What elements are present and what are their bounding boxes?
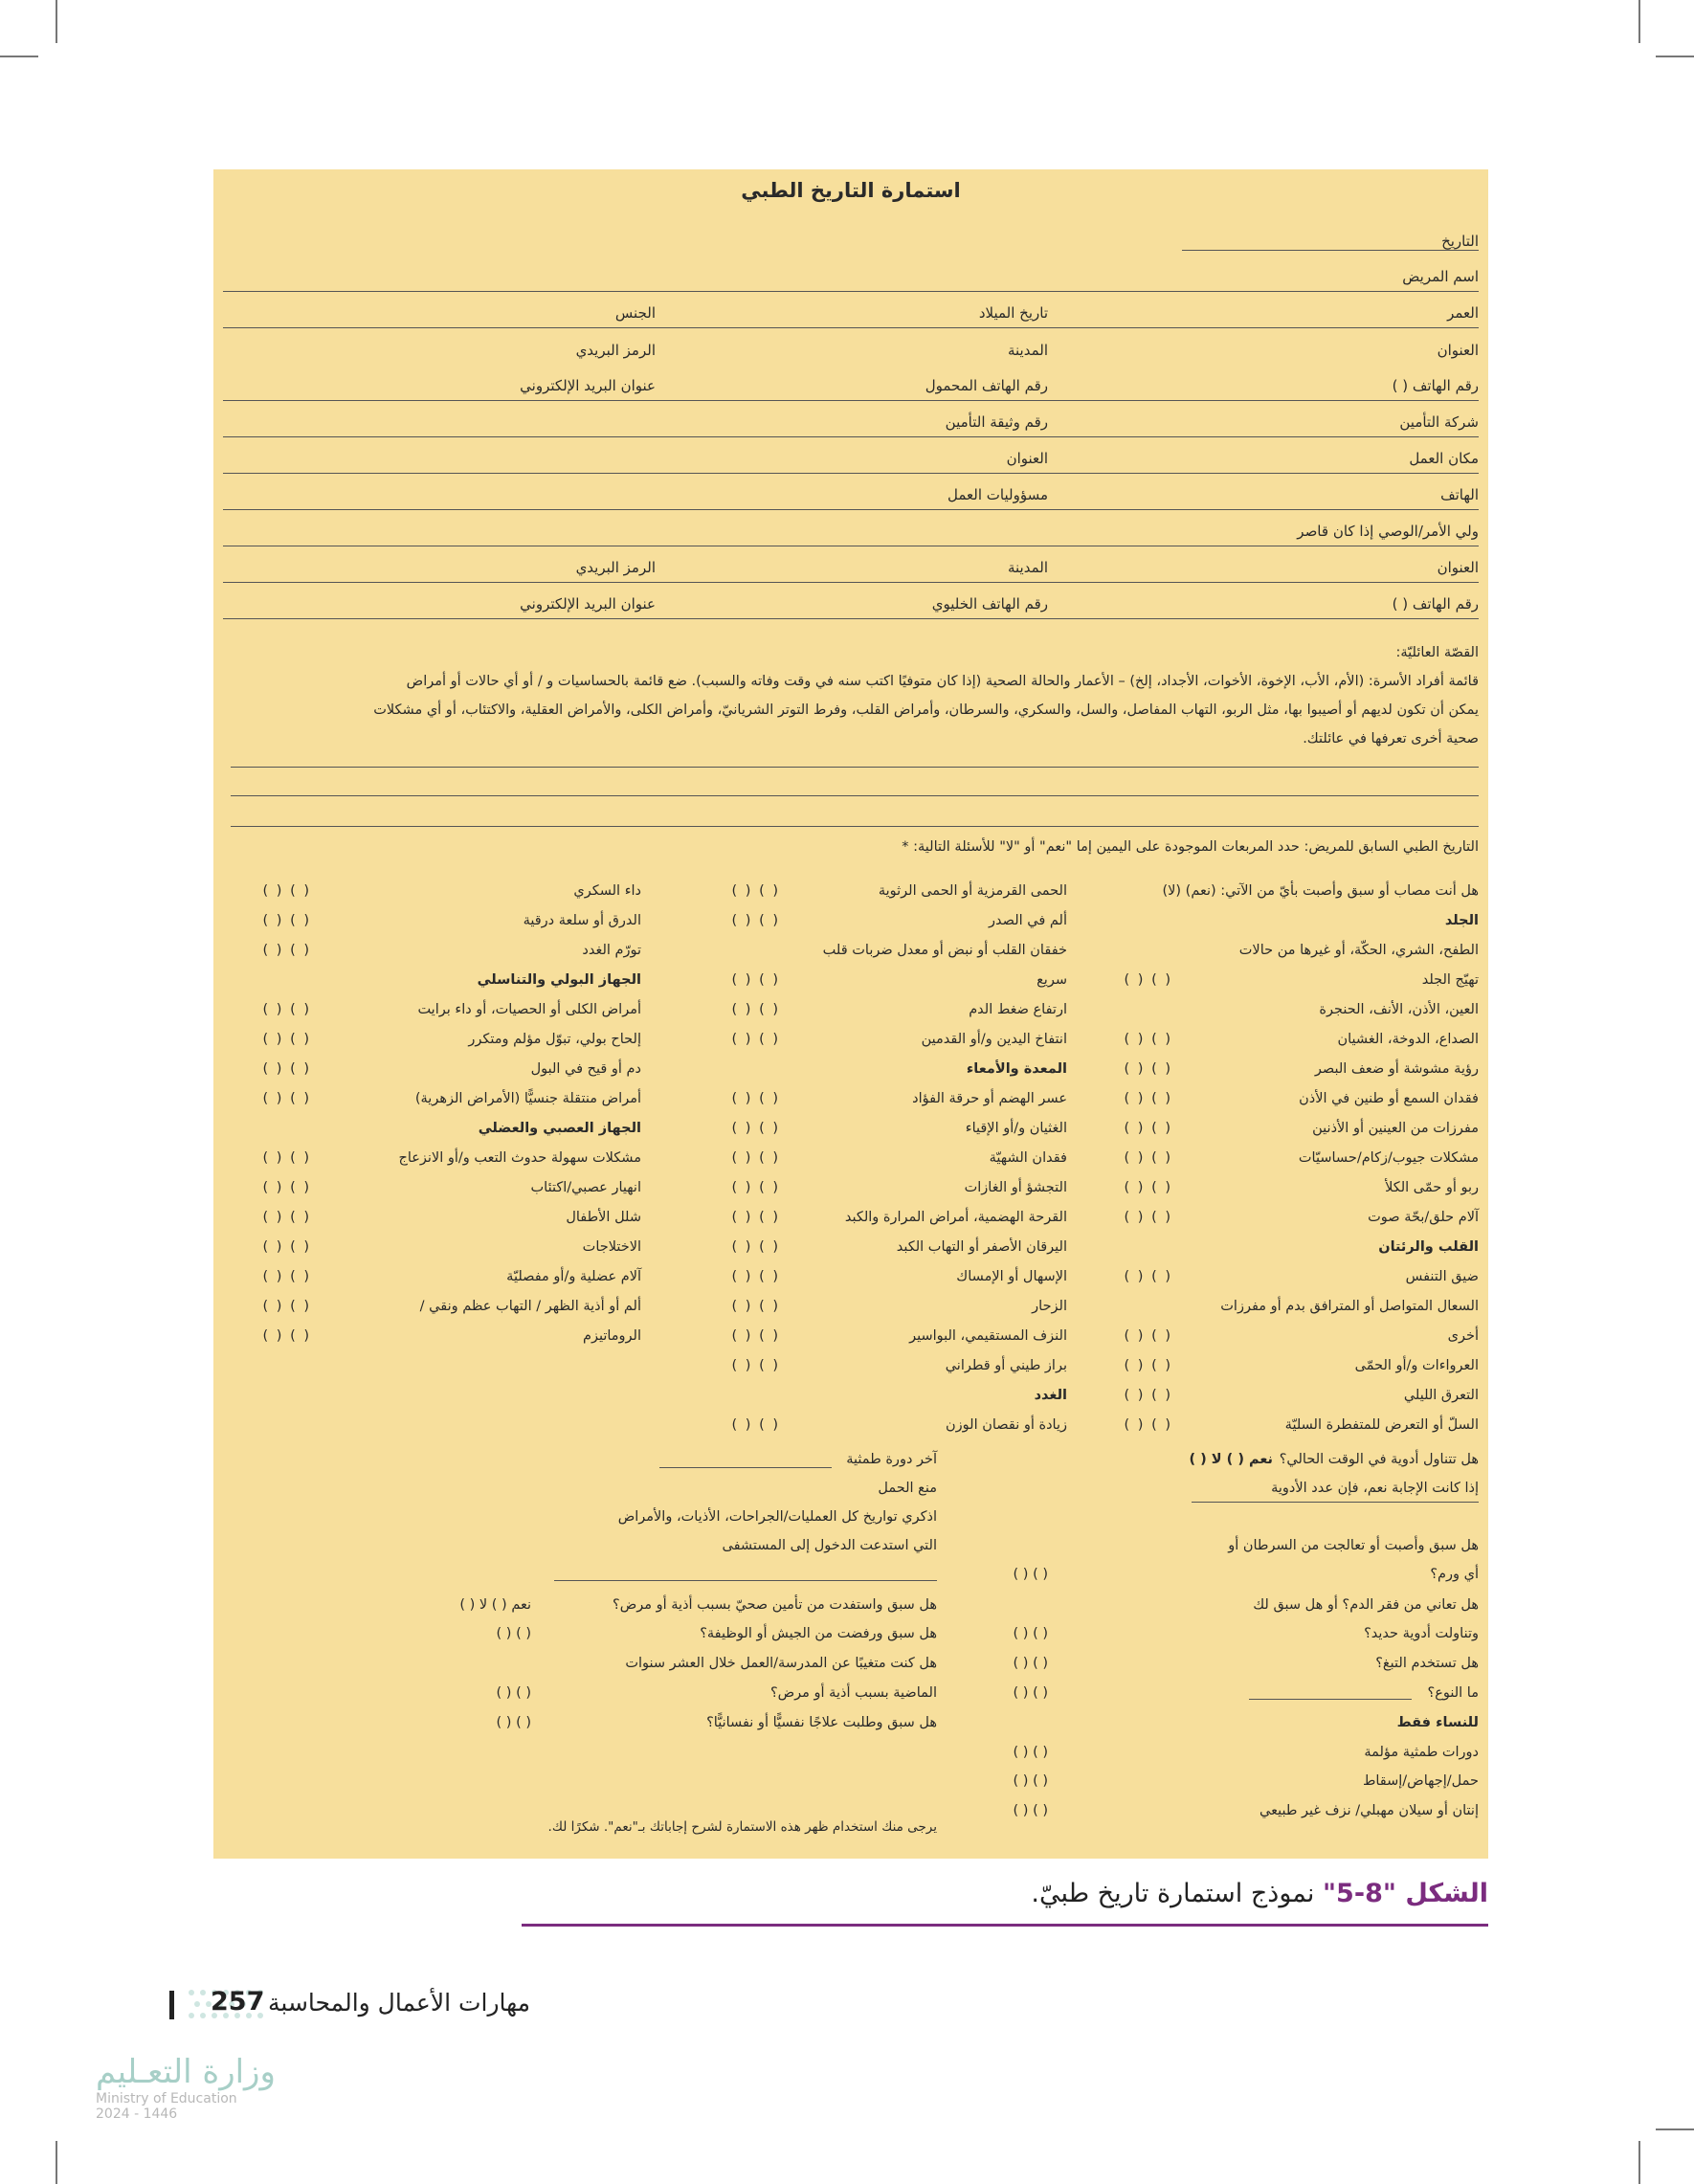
question-item [665, 1236, 1067, 1264]
yes-no-checkboxes[interactable]: ( ) ( ) [1124, 1388, 1172, 1403]
question-item [196, 1117, 641, 1146]
question-label: مشكلات جيوب/زكام/حساسيّات [1298, 1150, 1479, 1166]
city-label: المدينة [1007, 342, 1048, 359]
yes-no-checkboxes[interactable]: ( ) ( ) [1124, 1061, 1172, 1077]
psych-boxes[interactable]: ( ) ( ) [496, 1715, 531, 1730]
yes-no-checkboxes[interactable]: ( ) ( ) [731, 1091, 780, 1106]
question-label: التعرق الليلي [1403, 1388, 1479, 1403]
yes-no-checkboxes[interactable]: ( ) ( ) [262, 1032, 311, 1047]
yes-no-checkboxes[interactable]: ( ) ( ) [1124, 1210, 1172, 1225]
guardian-label: ولي الأمر/الوصي إذا كان قاصر [1297, 523, 1479, 540]
question-label: ألم أو أذية الظهر / التهاب عظم ونقي / [419, 1299, 641, 1314]
insurance-yes-no[interactable]: نعم ( ) لا ( ) [459, 1597, 531, 1613]
question-label: فقدان الشهيّة [989, 1150, 1067, 1166]
ministry-logo [96, 2053, 276, 2122]
question-label: رؤية مشوشة أو ضعف البصر [1314, 1061, 1479, 1077]
question-label: ربو أو حمّى الكلأ [1385, 1180, 1479, 1195]
yes-no-checkboxes[interactable]: ( ) ( ) [1124, 1358, 1172, 1373]
guardian-address-label: العنوان [1437, 559, 1479, 576]
question-label: براز طيني أو قطراني [945, 1358, 1067, 1373]
date-label: التاريخ [1441, 233, 1479, 250]
question-item [665, 1354, 1067, 1383]
yes-no-checkboxes[interactable]: ( ) ( ) [731, 1358, 780, 1373]
question-label: ضيق التنفس [1405, 1269, 1479, 1284]
question-label: مفرزات من العينين أو الأذنين [1312, 1121, 1479, 1136]
question-item [196, 1087, 641, 1116]
crop-mark [1656, 56, 1694, 57]
yes-no-checkboxes[interactable]: ( ) ( ) [262, 1150, 311, 1166]
question-item [1058, 909, 1479, 938]
thanks-note: يرجى منك استخدام ظهر هذه الاستمارة لشرح إجاباتك بـ"نعم". شكرًا لك. [547, 1819, 937, 1835]
question-item [665, 998, 1067, 1027]
yes-no-checkboxes[interactable]: ( ) ( ) [262, 943, 311, 958]
question-item [1058, 1384, 1479, 1413]
question-label: الغدد [1034, 1388, 1067, 1403]
family-history [223, 638, 1479, 753]
question-item [1058, 1058, 1479, 1086]
birth-date-label: تاريخ الميلاد [978, 304, 1048, 322]
question-item [196, 1236, 641, 1264]
yes-no-checkboxes[interactable]: ( ) ( ) [1124, 1417, 1172, 1433]
guardian-row[interactable] [223, 510, 1479, 546]
anemia-question-cont: وتناولت أدوية حديد؟ [1364, 1626, 1479, 1641]
question-item [196, 1325, 641, 1353]
question-item [196, 1295, 641, 1324]
family-history-title: القصّة العائليّة: [1395, 645, 1479, 660]
yes-no-checkboxes[interactable]: ( ) ( ) [262, 913, 311, 928]
workplace-row[interactable] [223, 437, 1479, 474]
question-label: الحمى القرمزية أو الحمى الرثوية [878, 883, 1067, 899]
yes-no-checkboxes[interactable]: ( ) ( ) [731, 883, 780, 899]
absence-question-cont: الماضية بسبب أذية أو مرض؟ [769, 1685, 937, 1701]
tobacco-question: هل تستخدم التبغ؟ [1375, 1656, 1479, 1671]
question-item [1058, 1117, 1479, 1146]
family-history-line: قائمة أفراد الأسرة: (الأم، الأب، الإخوة، الأخوات، الأجداد، إلخ) – الأعمار والحالة الصحية (إذا كان متوفيًا اكتب سنه في وقت وفاته والسبب). ضع قائمة بالحساسيات و / أو أي حالات أو أمراض [406, 674, 1479, 689]
crop-mark [1638, 0, 1640, 43]
question-item [1058, 1176, 1479, 1205]
question-item [196, 939, 641, 968]
question-label: انهيار عصبي/اكتئاب [530, 1180, 641, 1195]
question-item [665, 1117, 1067, 1146]
question-label: النزف المستقيمي، البواسير [909, 1328, 1067, 1344]
question-label: الدرق أو سلعة درقية [523, 913, 641, 928]
crop-mark [1656, 2128, 1694, 2130]
gender-label: الجنس [614, 304, 656, 322]
yes-no-checkboxes[interactable]: ( ) ( ) [731, 1210, 780, 1225]
pregnancy-boxes[interactable]: ( ) ( ) [1013, 1773, 1048, 1789]
anemia-boxes[interactable]: ( ) ( ) [1013, 1626, 1048, 1641]
yes-no-checkboxes[interactable]: ( ) ( ) [731, 1002, 780, 1017]
question-label: الطفح، الشري، الحكّة، أو غيرها من حالات [1238, 943, 1479, 958]
tobacco-type-question: ما النوع؟ [1427, 1685, 1479, 1701]
meds-count-question: إذا كانت الإجابة نعم، فإن عدد الأدوية [1271, 1481, 1479, 1496]
question-item [196, 1058, 641, 1086]
question-label: سريع [1036, 972, 1067, 988]
yes-no-checkboxes[interactable]: ( ) ( ) [1124, 1121, 1172, 1136]
painful-periods-question: دورات طمثية مؤلمة [1364, 1745, 1479, 1760]
question-item [1058, 1265, 1479, 1294]
question-label: تهيّج الجلد [1421, 972, 1479, 988]
patient-name-row[interactable] [223, 256, 1479, 292]
family-history-field[interactable] [231, 767, 1479, 768]
question-item [665, 1325, 1067, 1353]
question-item [1058, 1206, 1479, 1235]
question-label: شلل الأطفال [566, 1210, 641, 1225]
yes-no-checkboxes[interactable]: ( ) ( ) [262, 1180, 311, 1195]
page-number: 257 [211, 1987, 265, 2017]
yes-no-checkboxes[interactable]: ( ) ( ) [1124, 1091, 1172, 1106]
question-label: آلام عضلية و/أو مفصليّة [506, 1269, 641, 1284]
tobacco-type-field[interactable] [1249, 1699, 1412, 1700]
age-row[interactable] [223, 292, 1479, 328]
question-item [196, 1265, 641, 1294]
meds-yes-no[interactable]: نعم ( ) لا ( ) [1189, 1452, 1273, 1467]
work-address-label: العنوان [1006, 450, 1048, 467]
question-label: ارتفاع ضغط الدم [969, 1002, 1067, 1017]
phone-row[interactable] [223, 365, 1479, 401]
question-item [1058, 939, 1479, 968]
infection-boxes[interactable]: ( ) ( ) [1013, 1803, 1048, 1818]
yes-no-checkboxes[interactable]: ( ) ( ) [731, 1121, 780, 1136]
question-label: الغثيان و/أو الإقياء [965, 1121, 1067, 1136]
tobacco-type-boxes[interactable]: ( ) ( ) [1013, 1685, 1048, 1701]
email-label: عنوان البريد الإلكتروني [520, 377, 656, 394]
question-label: ألم في الصدر [989, 913, 1067, 928]
question-label: تورّم الغدد [582, 943, 641, 958]
anemia-question: هل تعاني من فقر الدم؟ أو هل سبق لك [1253, 1597, 1479, 1613]
cancer-question-cont: أي ورم؟ [1430, 1567, 1479, 1582]
meds-count-field[interactable] [1192, 1502, 1479, 1503]
yes-no-checkboxes[interactable]: ( ) ( ) [731, 1269, 780, 1284]
question-item [665, 1295, 1067, 1324]
yes-no-checkboxes[interactable]: ( ) ( ) [731, 1032, 780, 1047]
yes-no-checkboxes[interactable]: ( ) ( ) [1124, 1180, 1172, 1195]
question-label: الجلد [1444, 913, 1479, 928]
cancer-boxes[interactable]: ( ) ( ) [1013, 1567, 1048, 1582]
question-item [665, 1206, 1067, 1235]
question-label: زيادة أو نقصان الوزن [946, 1417, 1067, 1433]
question-item [665, 1087, 1067, 1116]
guardian-address-row[interactable] [223, 546, 1479, 583]
yes-no-checkboxes[interactable]: ( ) ( ) [731, 1180, 780, 1195]
question-label: داء السكري [573, 883, 641, 899]
question-label: الإسهال أو الإمساك [956, 1269, 1067, 1284]
question-item [1058, 1028, 1479, 1057]
work-phone-row[interactable] [223, 474, 1479, 510]
question-label: انتفاخ اليدين و/أو القدمين [921, 1032, 1067, 1047]
yes-no-checkboxes[interactable]: ( ) ( ) [731, 972, 780, 988]
caption-underline [522, 1924, 1488, 1927]
figure-text: نموذج استمارة تاريخ طبيّ. [1031, 1879, 1323, 1908]
question-item [665, 1147, 1067, 1175]
last-period-field[interactable] [659, 1467, 832, 1468]
crop-mark [56, 0, 57, 43]
pregnancy-question: حمل/إجهاض/إسقاط [1362, 1773, 1479, 1789]
question-item [1058, 969, 1479, 997]
crop-mark [1638, 2141, 1640, 2184]
yes-no-checkboxes[interactable]: ( ) ( ) [731, 913, 780, 928]
workplace-label: مكان العمل [1409, 450, 1479, 467]
guardian-mobile-label: رقم الهاتف الخليوي [931, 595, 1048, 613]
question-item [665, 1176, 1067, 1205]
guardian-phone-label: رقم الهاتف ( ) [1392, 595, 1479, 613]
question-item [665, 1265, 1067, 1294]
question-item [196, 969, 641, 997]
question-label: العين، الأذن، الأنف، الحنجرة [1319, 1002, 1479, 1017]
family-history-field[interactable] [231, 826, 1479, 827]
crop-mark [0, 56, 38, 57]
mobile-label: رقم الهاتف المحمول [925, 377, 1048, 394]
question-label: الروماتيزم [582, 1328, 641, 1344]
contraception-label: منع الحمل [878, 1481, 937, 1496]
question-label: خفقان القلب أو نبض أو معدل ضربات قلب [822, 943, 1067, 958]
question-item [665, 909, 1067, 938]
yes-no-checkboxes[interactable]: ( ) ( ) [262, 1299, 311, 1314]
question-label: فقدان السمع أو طنين في الأذن [1299, 1091, 1479, 1106]
phone-label: رقم الهاتف ( ) [1392, 377, 1479, 394]
question-label: إلحاح بولي، تبوّل مؤلم ومتكرر [468, 1032, 641, 1047]
yes-no-checkboxes[interactable]: ( ) ( ) [1124, 972, 1172, 988]
question-item [665, 1414, 1067, 1442]
form-title: استمارة التاريخ الطبي [741, 179, 961, 202]
guardian-postal-label: الرمز البريدي [575, 559, 656, 576]
insurance-policy-label: رقم وثيقة التأمين [945, 413, 1048, 431]
ministry-year: 2024 - 1446 [96, 2106, 178, 2122]
age-label: العمر [1447, 304, 1479, 322]
last-period-question: آخر دورة طمثية [846, 1452, 937, 1467]
psych-question: هل سبق وطلبت علاجًا نفسيًّا أو نفسانيًّا؟ [706, 1715, 937, 1730]
cancer-question: هل سبق وأصبت أو تعالجت من السرطان أو [1228, 1538, 1479, 1553]
question-item [1058, 1147, 1479, 1175]
postal-code-label: الرمز البريدي [575, 342, 656, 359]
army-question: هل سبق ورفضت من الجيش أو الوظيفة؟ [700, 1626, 937, 1641]
question-label: مشكلات سهولة حدوث التعب و/أو الانزعاج [398, 1150, 641, 1166]
question-item [665, 1028, 1067, 1057]
question-item [196, 1206, 641, 1235]
question-item [196, 1147, 641, 1175]
absence-question: هل كنت متغيبًا عن المدرسة/العمل خلال العشر سنوات [625, 1656, 937, 1671]
question-item [196, 909, 641, 938]
yes-no-checkboxes[interactable]: ( ) ( ) [1124, 1032, 1172, 1047]
absence-boxes[interactable]: ( ) ( ) [496, 1685, 531, 1701]
medical-history-form [213, 169, 1488, 1859]
address-row[interactable] [223, 328, 1479, 365]
question-item [665, 1384, 1067, 1413]
question-item [196, 1028, 641, 1057]
family-history-line: يمكن أن تكون لديهم أو أصيبوا بها، مثل الربو، التهاب المفاصل، والسل، والسكري، والسرطان، وأمراض القلب، وفرط التوتر الشريانيّ، وأمراض الكلى، والأمراض العقلية، والاكتئاب، أو أي مشكلات [373, 702, 1479, 718]
question-label: الجهاز العصبي والعضلي [478, 1121, 641, 1136]
insurance-row[interactable] [223, 401, 1479, 437]
question-item [196, 1176, 641, 1205]
operations-field[interactable] [554, 1580, 937, 1581]
patient-name-label: اسم المريض [1402, 268, 1479, 285]
yes-no-checkboxes[interactable]: ( ) ( ) [731, 1239, 780, 1255]
insurance-question: هل سبق واستفدت من تأمين صحيّ بسبب أذية أو مرض؟ [613, 1597, 937, 1613]
question-label: القلب والرئتان [1378, 1239, 1479, 1255]
question-item [196, 880, 641, 908]
question-label: أخرى [1447, 1328, 1479, 1344]
question-label: التجشؤ أو الغازات [964, 1180, 1067, 1195]
army-boxes[interactable]: ( ) ( ) [496, 1626, 531, 1641]
operations-question: اذكري تواريخ كل العمليات/الجراحات، الأذيات، والأمراض [617, 1509, 937, 1525]
yes-no-checkboxes[interactable]: ( ) ( ) [262, 1239, 311, 1255]
figure-caption [1031, 1879, 1488, 1908]
yes-no-checkboxes[interactable]: ( ) ( ) [731, 1417, 780, 1433]
yes-no-checkboxes[interactable]: ( ) ( ) [1124, 1269, 1172, 1284]
ministry-arabic: وزارة التعـليم [96, 2053, 276, 2091]
women-only-heading: للنساء فقط [1396, 1715, 1479, 1730]
guardian-phone-row[interactable] [223, 583, 1479, 619]
infection-question: إنتان أو سيلان مهبلي/ نزف غير طبيعي [1259, 1803, 1479, 1818]
meds-question: هل تتناول أدوية في الوقت الحالي؟ [1279, 1452, 1479, 1467]
question-label: السلّ أو التعرض للمتفطرة السليّة [1284, 1417, 1479, 1433]
question-label: السعال المتواصل أو المترافق بدم أو مفرزات [1220, 1299, 1479, 1314]
work-duties-label: مسؤوليات العمل [947, 486, 1048, 503]
yes-no-checkboxes[interactable]: ( ) ( ) [262, 1091, 311, 1106]
yes-no-checkboxes[interactable]: ( ) ( ) [262, 1061, 311, 1077]
page-bar [169, 1991, 174, 2019]
family-history-line: صحية أخرى تعرفها في عائلتك. [1303, 731, 1479, 747]
question-label: اليرقان الأصفر أو التهاب الكبد [896, 1239, 1067, 1255]
question-item [1058, 880, 1479, 908]
question-label: العرواءات و/أو الحمّى [1354, 1358, 1479, 1373]
question-item [1058, 998, 1479, 1027]
address-label: العنوان [1437, 342, 1479, 359]
question-label: عسر الهضم أو حرقة الفؤاد [912, 1091, 1067, 1106]
question-item [196, 998, 641, 1027]
yes-no-checkboxes[interactable]: ( ) ( ) [262, 1002, 311, 1017]
question-item [665, 969, 1067, 997]
question-label: آلام حلق/بحّة صوت [1368, 1210, 1479, 1225]
question-label: القرحة الهضمية، أمراض المرارة والكبد [844, 1210, 1067, 1225]
question-label: أمراض منتقلة جنسيًّا (الأمراض الزهرية) [414, 1091, 641, 1106]
guardian-city-label: المدينة [1007, 559, 1048, 576]
question-item [1058, 1414, 1479, 1442]
work-phone-label: الهاتف [1440, 486, 1479, 503]
painful-periods-boxes[interactable]: ( ) ( ) [1013, 1745, 1048, 1760]
ministry-english: Ministry of Education [96, 2091, 237, 2106]
family-history-field[interactable] [231, 795, 1479, 796]
crop-mark [56, 2141, 57, 2184]
question-label: الاختلاجات [582, 1239, 641, 1255]
question-item [665, 1058, 1067, 1086]
operations-question-cont: التي استدعت الدخول إلى المستشفى [722, 1538, 937, 1553]
question-label: هل أنت مصاب أو سبق وأصبت بأيّ من الآتي: (نعم) (لا) [1162, 883, 1479, 899]
tobacco-boxes[interactable]: ( ) ( ) [1013, 1656, 1048, 1671]
yes-no-checkboxes[interactable]: ( ) ( ) [262, 1210, 311, 1225]
yes-no-checkboxes[interactable]: ( ) ( ) [1124, 1328, 1172, 1344]
question-item [665, 880, 1067, 908]
question-label: الزحار [1032, 1299, 1067, 1314]
question-item [1058, 1236, 1479, 1264]
question-label: دم أو قيح في البول [530, 1061, 641, 1077]
guardian-email-label: عنوان البريد الإلكتروني [520, 595, 656, 613]
question-label: الصداع، الدوخة، الغشيان [1337, 1032, 1479, 1047]
question-item [1058, 1295, 1479, 1324]
insurance-company-label: شركة التأمين [1399, 413, 1479, 431]
yes-no-checkboxes[interactable]: ( ) ( ) [262, 1269, 311, 1284]
book-title: مهارات الأعمال والمحاسبة [268, 1989, 531, 2017]
date-field[interactable] [1182, 250, 1479, 251]
question-label: الجهاز البولي والتناسلي [477, 972, 641, 988]
yes-no-checkboxes[interactable]: ( ) ( ) [731, 1150, 780, 1166]
question-label: أمراض الكلى أو الحصيات، أو داء برايت [417, 1002, 641, 1017]
questions-intro: التاريخ الطبي السابق للمريض: حدد المربعات الموجودة على اليمين إما "نعم" أو "لا" للأسئلة التالية: * [902, 839, 1479, 855]
question-item [1058, 1087, 1479, 1116]
yes-no-checkboxes[interactable]: ( ) ( ) [731, 1299, 780, 1314]
question-item [1058, 1325, 1479, 1353]
yes-no-checkboxes[interactable]: ( ) ( ) [731, 1328, 780, 1344]
yes-no-checkboxes[interactable]: ( ) ( ) [262, 883, 311, 899]
question-item [1058, 1354, 1479, 1383]
yes-no-checkboxes[interactable]: ( ) ( ) [262, 1328, 311, 1344]
question-label: المعدة والأمعاء [966, 1061, 1067, 1077]
yes-no-checkboxes[interactable]: ( ) ( ) [1124, 1150, 1172, 1166]
question-item [665, 939, 1067, 968]
figure-number: الشكل "8-5" [1322, 1879, 1488, 1908]
